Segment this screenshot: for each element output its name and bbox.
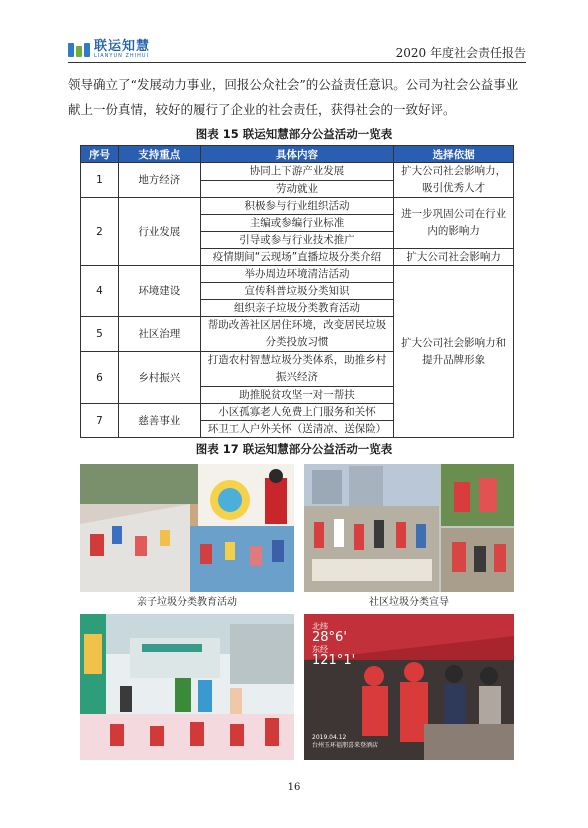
header-divider — [68, 62, 526, 63]
charity-activities-table — [80, 145, 514, 438]
stamp-location: 台州玉环福朋喜来登酒店 — [312, 742, 379, 749]
table-caption: 图表 15 联运知慧部分公益活动一览表 — [195, 127, 393, 141]
row-number: 5 — [81, 317, 119, 352]
photo-kids-education — [80, 464, 294, 592]
row-focus: 地方经济 — [118, 163, 200, 198]
row-focus: 社区治理 — [118, 317, 200, 352]
column-header-focus: 支持重点 — [118, 146, 200, 163]
row-number: 7 — [81, 404, 119, 438]
row-content-item: 环卫工人户外关怀（送清凉、送保险） — [200, 421, 394, 438]
table-row — [81, 266, 514, 283]
company-logo — [68, 40, 150, 59]
photo-mall-event — [80, 614, 294, 760]
row-content-item: 助推脱贫攻坚一对一帮扶 — [200, 387, 394, 404]
report-title: 2020 年度社会责任报告 — [395, 46, 526, 60]
page-number: 16 — [287, 782, 301, 793]
intro-paragraph: 领导确立了“发展动力事业，回报公众社会”的公益责任意识。公司为社会公益事业献上一份真情，较好的履行了企业的社会责任，获得社会的一致好评。 — [68, 77, 519, 117]
column-header-no: 序号 — [81, 146, 119, 163]
stamp-lat-label: 北纬 — [312, 622, 328, 631]
row-content-item: 打造农村智慧垃圾分类体系，助推乡村振兴经济 — [200, 352, 394, 387]
row-focus: 乡村振兴 — [118, 352, 200, 404]
row-content-item: 协同上下游产业发展 — [200, 163, 394, 181]
row-number: 4 — [81, 266, 119, 317]
row-focus: 环境建设 — [118, 266, 200, 317]
photo-grid — [80, 464, 514, 762]
column-header-basis: 选择依据 — [394, 146, 514, 163]
photo-caption: 图表 17 联运知慧部分公益活动一览表 — [195, 442, 393, 456]
row-content-item: 组织亲子垃圾分类教育活动 — [200, 300, 394, 317]
row-content-item: 引导或参与行业技术推广 — [200, 232, 394, 249]
row-focus: 行业发展 — [118, 198, 200, 266]
table-row — [81, 198, 514, 215]
table-header-row — [81, 146, 514, 163]
row-content-item: 宣传科普垃圾分类知识 — [200, 283, 394, 300]
stamp-lon-value: 121°1' — [312, 653, 356, 668]
table-row — [81, 163, 514, 181]
photo-street-event — [304, 614, 514, 760]
photo-stamp — [312, 622, 355, 668]
logo-name-cn: 联运知慧 — [94, 39, 151, 54]
row-focus: 慈善事业 — [118, 404, 200, 438]
row-basis: 进一步巩固公司在行业内的影响力 — [394, 198, 514, 249]
row-content-item: 积极参与行业组织活动 — [200, 198, 394, 215]
row-content-item: 帮助改善社区居住环境，改变居民垃圾分类投放习惯 — [200, 317, 394, 352]
column-header-content: 具体内容 — [200, 146, 394, 163]
row-number: 6 — [81, 352, 119, 404]
row-content-item: 劳动就业 — [200, 180, 394, 198]
row-content-item: 主编或参编行业标准 — [200, 215, 394, 232]
stamp-date: 2019.04.12 — [312, 734, 347, 741]
logo-icon — [68, 42, 90, 58]
stamp-lon-label: 东经 — [312, 645, 328, 654]
row-content-item: 小区孤寡老人免费上门服务和关怀 — [200, 404, 394, 421]
photo-stamp-footer — [312, 734, 378, 750]
logo-name-en: LIANYUN ZHIHUI — [94, 53, 150, 59]
row-number: 1 — [81, 163, 119, 198]
photo-community-outreach — [304, 464, 514, 592]
photo-label-community: 社区垃圾分类宣导 — [304, 594, 514, 612]
row-basis: 扩大公司社会影响力，吸引优秀人才 — [394, 163, 514, 198]
row-basis-merged: 扩大公司社会影响力和提升品牌形象 — [394, 266, 514, 438]
row-basis: 扩大公司社会影响力 — [394, 249, 514, 266]
stamp-lat-value: 28°6' — [312, 630, 347, 645]
row-number: 2 — [81, 198, 119, 266]
page-header — [68, 40, 526, 60]
row-content-item: 疫情期间“云现场”直播垃圾分类介绍 — [200, 249, 394, 266]
row-content-item: 举办周边环境清洁活动 — [200, 266, 394, 283]
photo-label-kids: 亲子垃圾分类教育活动 — [80, 594, 294, 612]
